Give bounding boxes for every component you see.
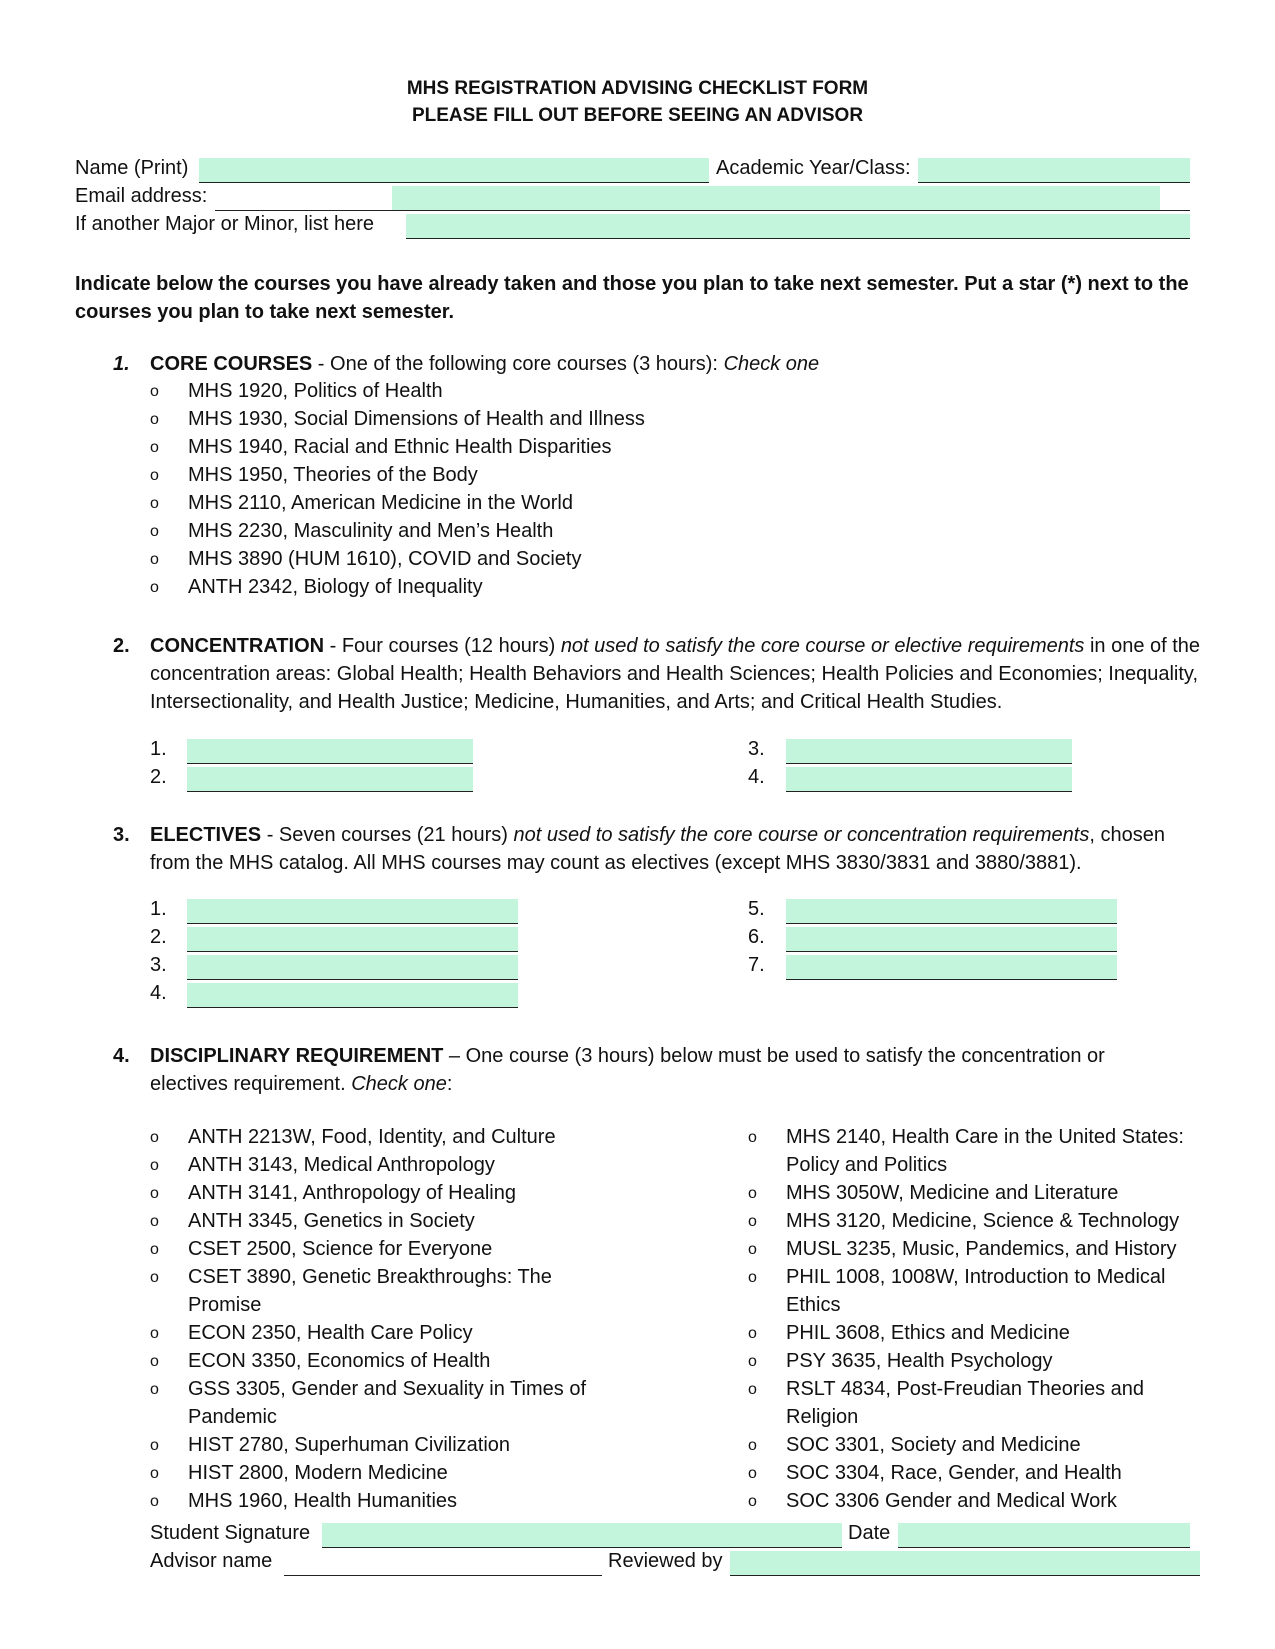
advisor-name-label: Advisor name [150,1550,273,1572]
section-4-number: 4. [113,1045,130,1067]
disciplinary-course-option: PHIL 3608, Ethics and Medicine [786,1322,1070,1344]
section-3-desc-b: , chosen from the MHS catalog. All MHS courses may count as electives (except MHS 3830/3831 and 3880/3881). [150,824,1165,874]
disciplinary-course-option: CSET 3890, Genetic Breakthroughs: The [188,1266,552,1288]
section-3-number: 3. [113,824,130,846]
checkbox-bullet[interactable]: o [150,551,159,568]
checkbox-bullet[interactable]: o [150,1353,159,1370]
disciplinary-course-option: MHS 1960, Health Humanities [188,1490,458,1512]
academic-year-label: Academic Year/Class: [716,157,911,179]
date-label: Date [848,1522,891,1544]
slot-number: 5. [748,898,765,920]
checkbox-bullet[interactable]: o [150,523,159,540]
slot-number: 2. [150,926,167,948]
disciplinary-course-option: SOC 3304, Race, Gender, and Health [786,1462,1122,1484]
core-course-option: MHS 3890 (HUM 1610), COVID and Society [188,548,582,570]
section-2-number: 2. [113,635,130,657]
disciplinary-course-option-cont: Ethics [786,1294,841,1316]
other-major-label: If another Major or Minor, list here [75,213,375,235]
checkbox-bullet[interactable]: o [150,1325,159,1342]
elective-course-field[interactable] [187,955,518,980]
checkbox-bullet[interactable]: o [748,1129,757,1146]
checkbox-bullet[interactable]: o [748,1325,757,1342]
section-1-header [150,353,819,376]
elective-course-field[interactable] [786,927,1117,952]
section-2-text [150,632,1210,716]
instructions: Indicate below the courses you have already taken and those you plan to take next semester. Put a star (*) next to the courses you plan to take next semester. [75,273,1189,323]
section-4-colon: : [446,1073,453,1095]
elective-course-field[interactable] [786,955,1117,980]
checkbox-bullet[interactable]: o [748,1241,757,1258]
slot-number: 7. [748,954,765,976]
disciplinary-course-option: ECON 3350, Economics of Health [188,1350,491,1372]
checkbox-bullet[interactable]: o [150,411,159,428]
checkbox-bullet[interactable]: o [150,1157,159,1174]
name-label: Name (Print) [75,157,189,179]
disciplinary-course-option: MHS 3120, Medicine, Science & Technology [786,1210,1180,1232]
elective-course-field[interactable] [187,927,518,952]
email-label: Email address: [75,185,208,207]
section-4-heading: DISCIPLINARY REQUIREMENT [150,1045,444,1067]
slot-number: 2. [150,766,167,788]
checkbox-bullet[interactable]: o [748,1465,757,1482]
elective-course-field[interactable] [187,983,518,1008]
checkbox-bullet[interactable]: o [150,1213,159,1230]
core-course-option: MHS 1920, Politics of Health [188,380,443,402]
name-field[interactable] [199,158,709,183]
slot-number: 6. [748,926,765,948]
checkbox-bullet[interactable]: o [150,467,159,484]
reviewed-by-label: Reviewed by [608,1550,723,1572]
form-title: MHS REGISTRATION ADVISING CHECKLIST FORM [406,78,869,99]
section-2-desc-b: in one of the concentration areas: Global Health; Health Behaviors and Health Sciences; Health Policies and Economies; Inequality, Intersectionality, and Health Justice; Medicine, Humanities, and Arts; and Critical Health Studies. [150,635,1201,713]
disciplinary-course-option: ANTH 3143, Medical Anthropology [188,1154,495,1176]
slot-number: 4. [150,982,167,1004]
slot-number: 3. [150,954,167,976]
disciplinary-course-option: PHIL 1008, 1008W, Introduction to Medical [786,1266,1166,1288]
section-3-desc-a: - Seven courses (21 hours) [261,824,514,846]
section-3-heading: ELECTIVES [150,824,262,846]
academic-year-field[interactable] [918,158,1190,183]
core-course-option: ANTH 2342, Biology of Inequality [188,576,483,598]
checkbox-bullet[interactable]: o [150,1493,159,1510]
disciplinary-course-option: ANTH 3141, Anthropology of Healing [188,1182,516,1204]
disciplinary-course-option: MUSL 3235, Music, Pandemics, and History [786,1238,1177,1260]
checkbox-bullet[interactable]: o [150,579,159,596]
checkbox-bullet[interactable]: o [748,1269,757,1286]
disciplinary-course-option: ANTH 3345, Genetics in Society [188,1210,475,1232]
disciplinary-course-option-cont: Promise [188,1294,262,1316]
checkbox-bullet[interactable]: o [150,1129,159,1146]
checkbox-bullet[interactable]: o [150,1437,159,1454]
section-1-number: 1. [113,353,130,375]
section-4-check: Check one [351,1073,447,1095]
concentration-course-field[interactable] [786,767,1072,792]
email-underline-end [1160,186,1190,211]
student-signature-field[interactable] [322,1523,842,1548]
disciplinary-course-option: PSY 3635, Health Psychology [786,1350,1053,1372]
disciplinary-course-option-cont: Policy and Politics [786,1154,948,1176]
section-1-check: Check one [723,353,820,375]
checkbox-bullet[interactable]: o [150,439,159,456]
checkbox-bullet[interactable]: o [150,1241,159,1258]
section-3-desc-italic: not used to satisfy the core course or concentration requirements [513,824,1090,846]
checkbox-bullet[interactable]: o [748,1213,757,1230]
disciplinary-course-option-cont: Religion [786,1406,859,1428]
section-1-heading: CORE COURSES [150,353,313,375]
core-course-option: MHS 2110, American Medicine in the World [188,492,573,514]
section-4-text [150,1042,1160,1098]
checkbox-bullet[interactable]: o [150,1269,159,1286]
disciplinary-course-option: SOC 3306 Gender and Medical Work [786,1490,1117,1512]
slot-number: 3. [748,738,765,760]
checkbox-bullet[interactable]: o [748,1381,757,1398]
checkbox-bullet[interactable]: o [150,1185,159,1202]
checkbox-bullet[interactable]: o [748,1353,757,1370]
section-1-desc: - One of the following core courses (3 hours): [312,353,724,375]
disciplinary-course-option: MHS 3050W, Medicine and Literature [786,1182,1119,1204]
core-course-option: MHS 1930, Social Dimensions of Health and Illness [188,408,645,430]
advisor-name-field[interactable] [284,1551,602,1576]
concentration-course-field[interactable] [187,767,473,792]
disciplinary-course-option: ANTH 2213W, Food, Identity, and Culture [188,1126,556,1148]
disciplinary-course-option-cont: Pandemic [188,1406,277,1428]
date-field[interactable] [898,1523,1190,1548]
disciplinary-course-option: SOC 3301, Society and Medicine [786,1434,1081,1456]
elective-course-field[interactable] [187,899,518,924]
disciplinary-course-option: HIST 2800, Modern Medicine [188,1462,448,1484]
checkbox-bullet[interactable]: o [150,383,159,400]
disciplinary-course-option: HIST 2780, Superhuman Civilization [188,1434,511,1456]
checkbox-bullet[interactable]: o [748,1185,757,1202]
student-signature-label: Student Signature [150,1522,311,1544]
slot-number: 4. [748,766,765,788]
email-field[interactable] [392,186,1160,211]
disciplinary-course-option: GSS 3305, Gender and Sexuality in Times of [188,1378,586,1400]
reviewed-by-field[interactable] [730,1551,1200,1576]
section-2-heading: CONCENTRATION [150,635,325,657]
core-course-option: MHS 1950, Theories of the Body [188,464,478,486]
email-underline [215,186,392,211]
section-3-text [150,821,1210,877]
section-2-desc-italic: not used to satisfy the core course or elective requirements [560,635,1085,657]
slot-number: 1. [150,898,167,920]
checkbox-bullet[interactable]: o [748,1493,757,1510]
section-2-desc-a: - Four courses (12 hours) [324,635,561,657]
core-course-option: MHS 2230, Masculinity and Men’s Health [188,520,554,542]
checkbox-bullet[interactable]: o [150,495,159,512]
elective-course-field[interactable] [786,899,1117,924]
other-major-field[interactable] [406,214,1190,239]
disciplinary-course-option: MHS 2140, Health Care in the United States: [786,1126,1184,1148]
concentration-course-field[interactable] [187,739,473,764]
core-course-option: MHS 1940, Racial and Ethnic Health Disparities [188,436,612,458]
checkbox-bullet[interactable]: o [150,1465,159,1482]
section-4-desc: – One course (3 hours) below must be used to satisfy the concentration or electives requirement. [150,1045,1105,1095]
checkbox-bullet[interactable]: o [150,1381,159,1398]
disciplinary-course-option: CSET 2500, Science for Everyone [188,1238,493,1260]
form-subtitle: PLEASE FILL OUT BEFORE SEEING AN ADVISOR [411,105,864,126]
concentration-course-field[interactable] [786,739,1072,764]
disciplinary-course-option: ECON 2350, Health Care Policy [188,1322,473,1344]
disciplinary-course-option: RSLT 4834, Post-Freudian Theories and [786,1378,1144,1400]
checkbox-bullet[interactable]: o [748,1437,757,1454]
slot-number: 1. [150,738,167,760]
